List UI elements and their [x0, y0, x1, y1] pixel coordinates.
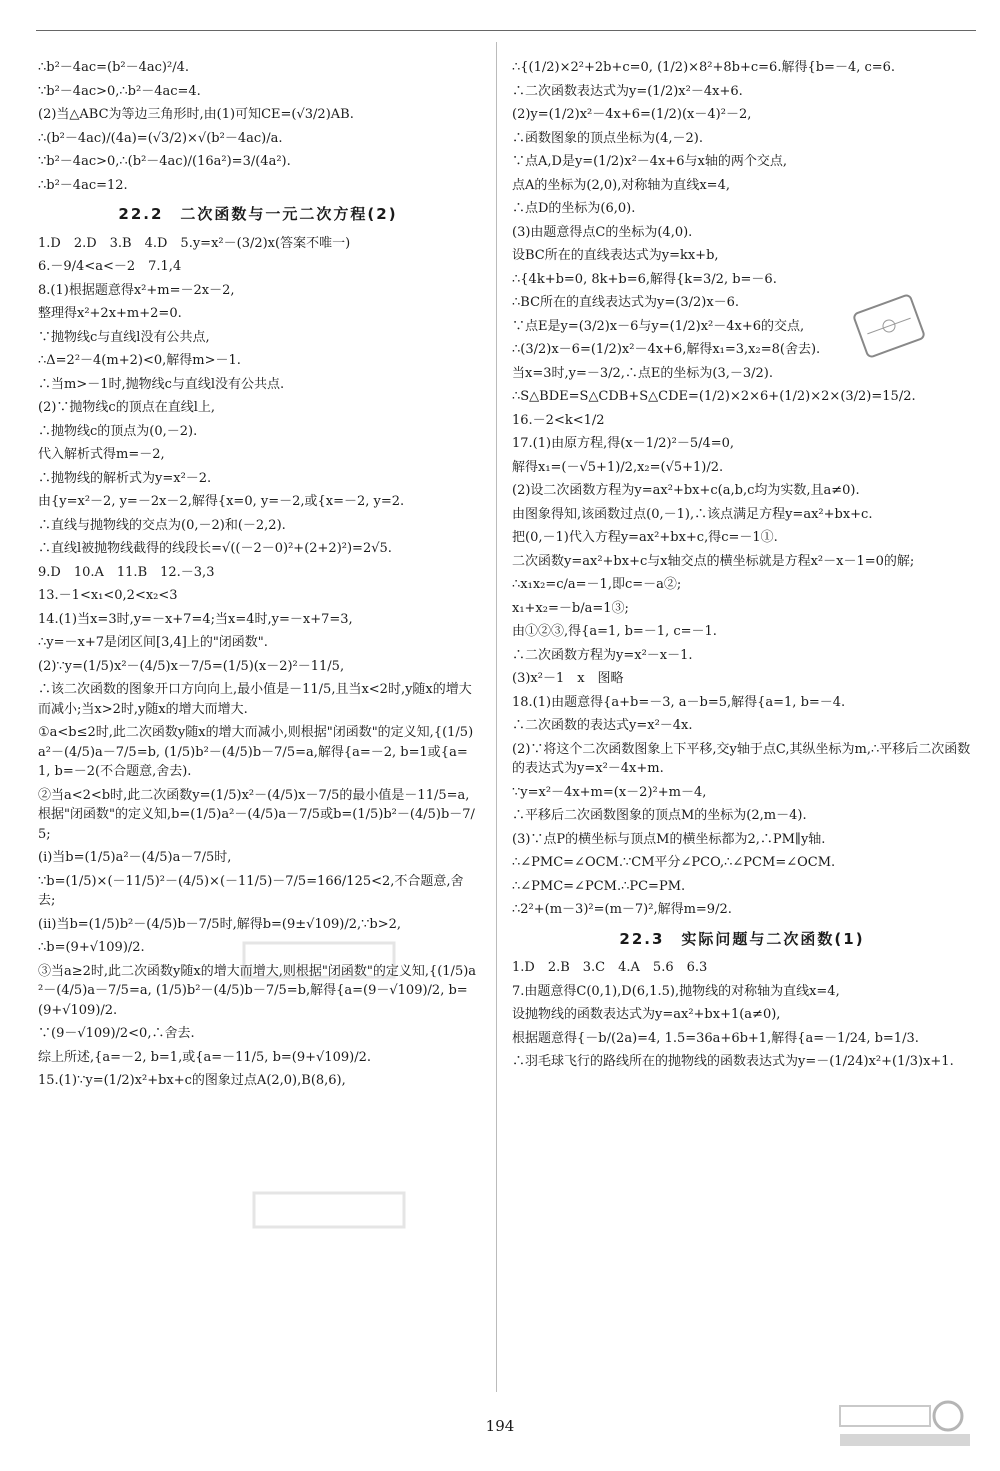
answer-line: ∴函数图象的顶点坐标为(4,－2). — [512, 130, 703, 146]
answer-line: (2)∵将这个二次函数图象上下平移,交y轴于点C,其纵坐标为m,∴平移后二次函数的表达式为y=x²－4x+m. — [512, 741, 971, 776]
answer-line: ∴(3/2)x－6=(1/2)x²－4x+6,解得x₁=3,x₂=8(舍去). — [512, 342, 821, 357]
answer-line: 6.－9/4<a<－2 7.1,4 — [38, 259, 182, 274]
column-divider — [496, 42, 497, 1392]
answer-line: 综上所述,{a=－2, b=1,或{a=－11/5, b=(9+√109)/2. — [38, 1049, 371, 1065]
answer-line: ∴直线l被抛物线截得的线段长=√((－2－0)²+(2+2)²)=2√5. — [38, 541, 392, 556]
left-column — [38, 56, 478, 1401]
answer-line: ∴当m>－1时,抛物线c与直线l没有公共点. — [38, 376, 285, 392]
top-rule — [36, 30, 976, 31]
answer-line: ∴二次函数的表达式y=x²－4x. — [512, 718, 693, 733]
answer-line: ∴直线与抛物线的交点为(0,－2)和(－2,2). — [38, 517, 286, 533]
answer-line: 1.D 2.D 3.B 4.D 5.y=x²－(3/2)x(答案不唯一) — [38, 235, 351, 251]
answer-line: 设BC所在的直线表达式为y=kx+b, — [512, 248, 719, 263]
answer-line: (2)设二次函数方程为y=ax²+bx+c(a,b,c均为实数,且a≠0). — [512, 483, 860, 498]
answer-line: (2)y=(1/2)x²－4x+6=(1/2)(x－4)²－2, — [512, 107, 752, 122]
answer-line: ∴x₁x₂=c/a=－1,即c=－a②; — [512, 577, 682, 592]
answer-line: ∴抛物线c的顶点为(0,－2). — [38, 423, 198, 439]
answer-line: ③当a≥2时,此二次函数y随x的增大而增大,则根据"闭函数"的定义知,{(1/5)a²－(4/5)a－7/5=a, (1/5)b²－(4/5)b－7/5=b,解得{a=(9－√109)/2, b=(9+√109)/2. — [38, 963, 477, 1018]
answer-line: 由图象得知,该函数过点(0,－1),∴该点满足方程y=ax²+bx+c. — [512, 506, 873, 522]
answer-line: 13.－1<x₁<0,2<x₂<3 — [38, 588, 178, 603]
answer-line: 根据题意得{－b/(2a)=4, 1.5=36a+6b+1,解得{a=－1/24, b=1/3. — [512, 1030, 919, 1046]
answer-line: (3)∵点P的横坐标与顶点M的横坐标都为2,∴PM∥y轴. — [512, 831, 826, 847]
answer-line: ∵(9－√109)/2<0,∴舍去. — [38, 1026, 195, 1041]
answer-line: 由{y=x²－2, y=－2x－2,解得{x=0, y=－2,或{x=－2, y=2. — [38, 494, 405, 509]
answer-line: ∴{4k+b=0, 8k+b=6,解得{k=3/2, b=－6. — [512, 271, 777, 287]
answer-line: 点A的坐标为(2,0),对称轴为直线x=4, — [512, 177, 730, 193]
answer-line: ∴b²－4ac=12. — [38, 177, 128, 193]
answer-line: (2)∵抛物线c的顶点在直线l上, — [38, 400, 215, 415]
answer-line: ∴羽毛球飞行的路线所在的抛物线的函数表达式为y=－(1/24)x²+(1/3)x+1. — [512, 1054, 954, 1069]
section-heading: 22.3 实际问题与二次函数(1) — [619, 929, 865, 948]
answer-line: ∴b=(9+√109)/2. — [38, 940, 145, 955]
answer-line: ∴平移后二次函数图象的顶点M的坐标为(2,m－4). — [512, 808, 807, 823]
section-heading: 22.2 二次函数与一元二次方程(2) — [118, 205, 398, 223]
answer-line: ∴2²+(m－3)²=(m－7)²,解得m=9/2. — [512, 902, 732, 917]
answer-line: ②当a<2<b时,此二次函数y=(1/5)x²－(4/5)x－7/5的最小值是－11/5=a,根据"闭函数"的定义知,b=(1/5)a²－(4/5)a－7/5或b=(1/5)b²－(4/5)b－7/5; — [38, 787, 475, 842]
answer-line: 7.由题意得C(0,1),D(6,1.5),抛物线的对称轴为直线x=4, — [512, 983, 840, 999]
answer-line: ∴抛物线的解析式为y=x²－2. — [38, 470, 212, 486]
answer-line: ∵点E是y=(3/2)x－6与y=(1/2)x²－4x+6的交点, — [512, 318, 805, 334]
answer-line: 代入解析式得m=－2, — [38, 447, 165, 462]
answer-line: ∴∠PMC=∠PCM.∴PC=PM. — [512, 878, 686, 894]
answer-line: ∴∠PMC=∠OCM.∵CM平分∠PCO,∴∠PCM=∠OCM. — [512, 855, 836, 870]
answer-line: ∴b²－4ac=(b²－4ac)²/4. — [38, 60, 189, 75]
answer-line: (2)当△ABC为等边三角形时,由(1)可知CE=(√3/2)AB. — [38, 107, 354, 122]
answer-line: 9.D 10.A 11.B 12.－3,3 — [38, 564, 215, 580]
answer-line: 当x=3时,y=－3/2,∴点E的坐标为(3,－3/2). — [512, 365, 774, 381]
answer-line: ∵y=x²－4x+m=(x－2)²+m－4, — [512, 784, 707, 800]
answer-line: 15.(1)∵y=(1/2)x²+bx+c的图象过点A(2,0),B(8,6), — [38, 1073, 346, 1088]
answer-line: (2)∵y=(1/5)x²－(4/5)x－7/5=(1/5)(x－2)²－11/5, — [38, 658, 345, 674]
answer-line: 17.(1)由原方程,得(x－1/2)²－5/4=0, — [512, 436, 735, 451]
answer-line: ∴y=－x+7是闭区间[3,4]上的"闭函数". — [38, 635, 268, 650]
answer-line: ∴BC所在的直线表达式为y=(3/2)x－6. — [512, 295, 740, 310]
answer-line: 8.(1)根据题意得x²+m=－2x－2, — [38, 282, 235, 298]
right-column — [512, 56, 972, 1401]
answer-line: 二次函数y=ax²+bx+c与x轴交点的横坐标就是方程x²－x－1=0的解; — [512, 553, 915, 569]
answer-line: 18.(1)由题意得{a+b=－3, a－b=5,解得{a=1, b=－4. — [512, 694, 846, 710]
answer-line: ①a<b≤2时,此二次函数y随x的增大而减小,则根据"闭函数"的定义知,{(1/5)a²－(4/5)a－7/5=b, (1/5)b²－(4/5)b－7/5=a,解得{a=－2, b=1或{a=1, b=－2(不合题意,舍去). — [38, 725, 474, 779]
answer-line: 整理得x²+2x+m+2=0. — [38, 306, 182, 321]
answer-line: (i)当b=(1/5)a²－(4/5)a－7/5时, — [38, 850, 232, 865]
answer-line: x₁+x₂=－b/a=1③; — [512, 600, 629, 616]
answer-line: 设抛物线的函数表达式为y=ax²+bx+1(a≠0), — [512, 1007, 781, 1022]
answer-line: 把(0,－1)代入方程y=ax²+bx+c,得c=－1①. — [512, 530, 778, 545]
answer-line: ∵b=(1/5)×(－11/5)²－(4/5)×(－11/5)－7/5=166/125<2,不合题意,舍去; — [38, 873, 464, 908]
answer-line: ∵b²－4ac>0,∴(b²－4ac)/(16a²)=3/(4a²). — [38, 154, 291, 169]
answer-line: 由①②③,得{a=1, b=－1, c=－1. — [512, 624, 717, 639]
answer-line: ∴S△BDE=S△CDB+S△CDE=(1/2)×2×6+(1/2)×2×(3/2)=15/2. — [512, 389, 916, 404]
answer-line: 1.D 2.B 3.C 4.A 5.6 6.3 — [512, 960, 708, 975]
answer-line: ∵b²－4ac>0,∴b²－4ac=4. — [38, 83, 201, 99]
answer-line: (ii)当b=(1/5)b²－(4/5)b－7/5时,解得b=(9±√109)/2,∵b>2, — [38, 916, 402, 932]
answer-line: 16.－2<k<1/2 — [512, 412, 605, 428]
answer-line: ∴二次函数表达式为y=(1/2)x²－4x+6. — [512, 83, 743, 99]
page-number: 194 — [485, 1417, 515, 1435]
answer-line: ∴{(1/2)×2²+2b+c=0, (1/2)×8²+8b+c=6.解得{b=－4, c=6. — [512, 60, 896, 75]
answer-line: (3)x²－1 x 图略 — [512, 671, 624, 686]
answer-line: ∴(b²－4ac)/(4a)=(√3/2)×√(b²－4ac)/a. — [38, 130, 283, 146]
answer-line: ∴该二次函数的图象开口方向向上,最小值是－11/5,且当x<2时,y随x的增大而减小;当x>2时,y随x的增大而增大. — [38, 682, 472, 717]
answer-line: (3)由题意得点C的坐标为(4,0). — [512, 224, 693, 240]
answer-line: ∴点D的坐标为(6,0). — [512, 201, 636, 216]
answer-line: ∴Δ=2²－4(m+2)<0,解得m>－1. — [38, 353, 241, 368]
answer-line: 14.(1)当x=3时,y=－x+7=4;当x=4时,y=－x+7=3, — [38, 611, 353, 627]
answer-line: ∴二次函数方程为y=x²－x－1. — [512, 647, 693, 663]
answer-line: 解得x₁=(－√5+1)/2,x₂=(√5+1)/2. — [512, 459, 724, 475]
answer-line: ∵抛物线c与直线l没有公共点, — [38, 329, 210, 345]
answer-line: ∵点A,D是y=(1/2)x²－4x+6与x轴的两个交点, — [512, 154, 788, 169]
